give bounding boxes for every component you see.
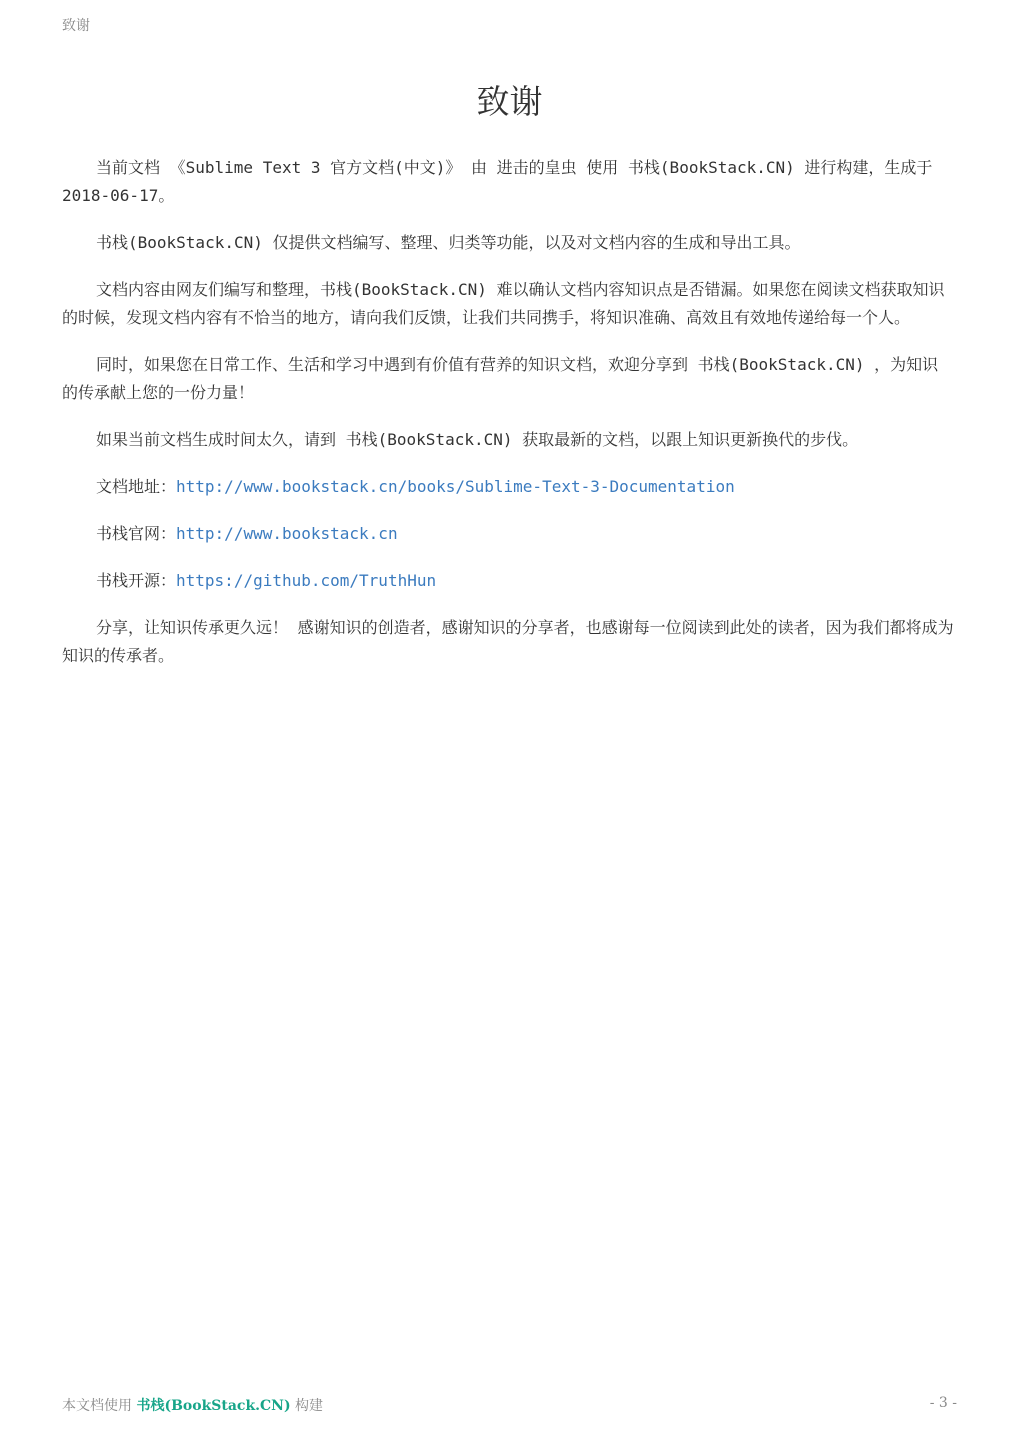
source-label: 书栈开源： [96, 571, 177, 590]
page-footer [62, 1395, 957, 1415]
doc-address-link[interactable]: http://www.bookstack.cn/books/Sublime-Text-3-Documentation [176, 477, 735, 496]
source-line [62, 567, 954, 595]
doc-address-label: 文档地址： [96, 477, 177, 496]
document-body [62, 154, 954, 689]
paragraph-platform-info: 书栈(BookStack.CN) 仅提供文档编写、整理、归类等功能，以及对文档内容的生成和导出工具。 [96, 233, 801, 252]
page-title: 致谢 [476, 82, 543, 121]
site-label: 书栈官网： [96, 524, 177, 543]
paragraph-share: 同时，如果您在日常工作、生活和学习中遇到有价值有营养的知识文档，欢迎分享到 书栈(BookStack.CN) ，为知识的传承献上您的一份力量！ [62, 355, 939, 402]
site-link[interactable]: http://www.bookstack.cn [176, 524, 398, 543]
page-number: - 3 - [929, 1395, 957, 1411]
paragraph-thanks: 分享，让知识传承更久远！ 感谢知识的创造者，感谢知识的分享者，也感谢每一位阅读到此处的读者，因为我们都将成为知识的传承者。 [62, 618, 954, 665]
doc-address-line [62, 473, 954, 501]
paragraph-build-info: 当前文档 《Sublime Text 3 官方文档(中文)》 由 进击的皇虫 使用 书栈(BookStack.CN) 进行构建，生成于 2018-06-17。 [62, 158, 933, 205]
source-link[interactable]: https://github.com/TruthHun [176, 571, 437, 590]
site-line [62, 520, 954, 548]
paragraph-update: 如果当前文档生成时间太久，请到 书栈(BookStack.CN) 获取最新的文档，以跟上知识更新换代的步伐。 [96, 430, 859, 449]
footer-brand: 书栈(BookStack.CN) [136, 1398, 291, 1414]
running-header: 致谢 [62, 18, 90, 34]
footer-suffix: 构建 [290, 1398, 324, 1414]
paragraph-feedback: 文档内容由网友们编写和整理，书栈(BookStack.CN) 难以确认文档内容知识点是否错漏。如果您在阅读文档获取知识的时候，发现文档内容有不恰当的地方，请向我们反馈，让我们共同携手，将知识准确、高效且有效地传递给每一个人。 [62, 280, 945, 327]
footer-prefix: 本文档使用 [62, 1398, 137, 1414]
